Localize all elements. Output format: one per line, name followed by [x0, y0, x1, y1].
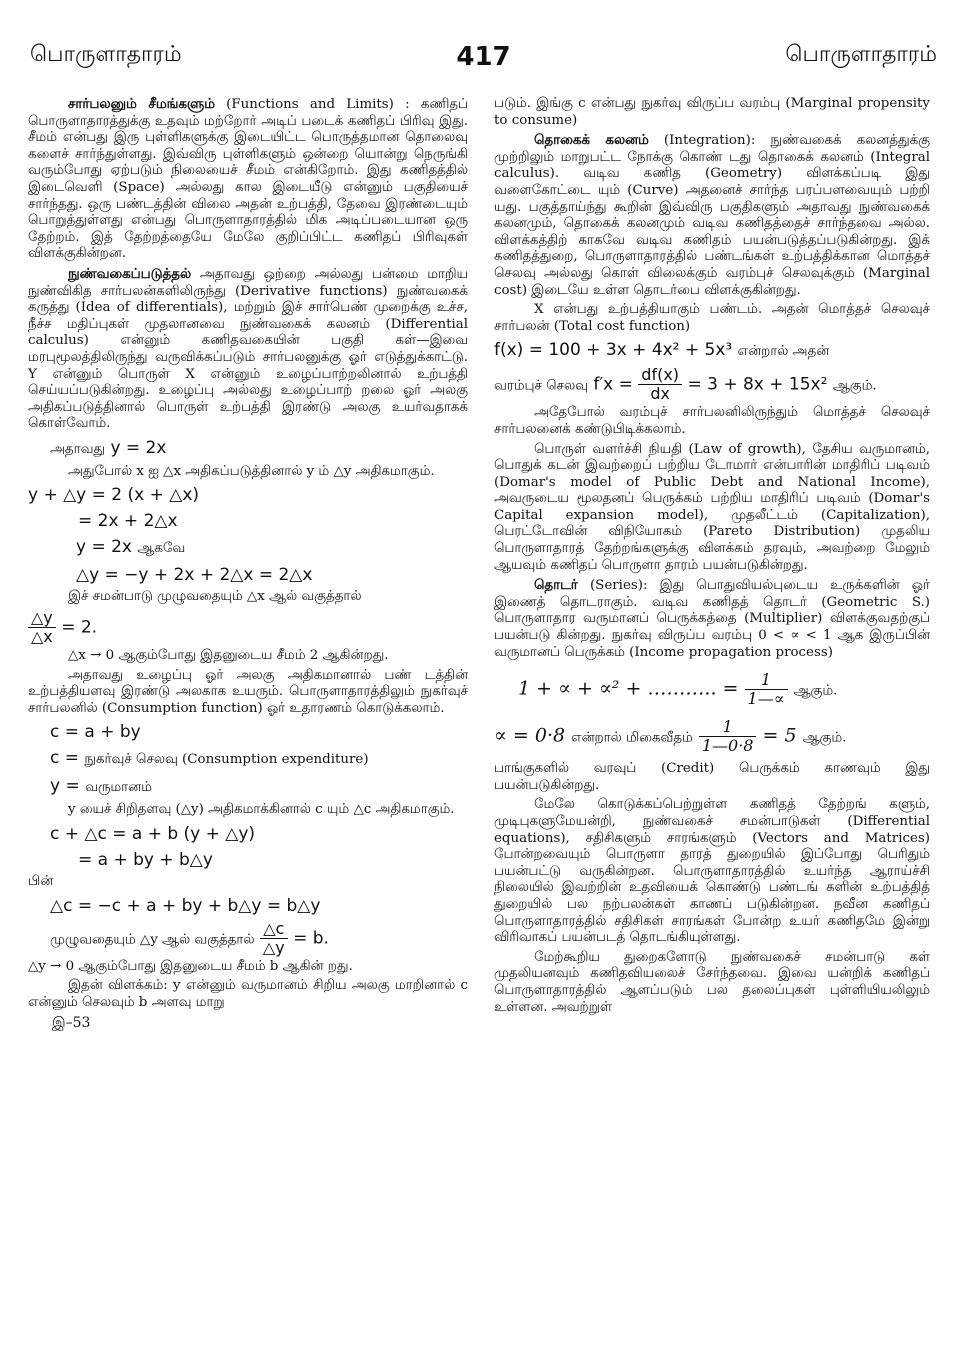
equation-word: என்றால் அதன் [737, 344, 830, 360]
equation-multiplier [494, 718, 930, 755]
section-heading-integration: தொகைக் கலனம் [534, 132, 649, 149]
fraction-denominator: dx [650, 384, 670, 404]
paragraph-continued: படும். இங்கு c என்பது நுகர்வு விருப்ப வரம்பு (Marginal propensity to consume) [494, 96, 930, 128]
paragraph-increment: அதுபோல் x ஐ △x அதிகப்படுத்தினால் y ம் △y அதிகமாகும். [68, 463, 435, 479]
paragraph-limit-2: △x → 0 ஆகும்போது இதனுடைய சீமம் 2 ஆகின்றது. [68, 648, 389, 664]
fraction-numerator: △c [260, 920, 288, 939]
equation-5: △y = −y + 2x + 2△x = 2△x [76, 565, 313, 586]
fraction-numerator: df(x) [638, 366, 682, 385]
fraction-numerator: △y [28, 609, 56, 628]
fraction-dy-dx [28, 609, 468, 646]
fraction [28, 609, 56, 646]
section-heading-differentiation: நுண்வகைப்படுத்தல் [68, 265, 192, 282]
fraction-denominator: 1—0·8 [701, 736, 754, 756]
equation-text: = 3 + 8x + 15x² [687, 374, 828, 395]
paragraph-advanced-math: மேலே கொடுக்கப்பெற்றுள்ள கணிதத் தேற்றங் களும், முடிபுகளுமேயன்றி, நுண்வகைச் சமன்பாடுகள் (Differential equations), சதிசிகளும் சாரங்களும் (Vectors and Matrices) போன்றவையும் பொருளா தாரத் துறையில் இப்போது பெரிதும் பயன்பட்டு வருகின்றன. பொருளாதாரத்தில் உயர்ந்த ஆராய்ச்சி நிலையில் இவற்றின் உதவியைக் கொண்டு பண்டங் களின் உற்பத்தித் துறையில் பல நற்பலன்கள் காணப் படுகின்றன. நவீன கணிதப் பொருளாதாரத்தில் சதிசிகள் சாரங்கள் போன்ற உயர் கணிதமே இன்று விரிவாகப் பயன்படத் தொடங்கியுள்ளது. [494, 797, 930, 946]
paragraph-text: (Series): இது பொதுவியல்புடைய உருக்களின் ஓர் இணைத் தொடராகும். வடிவ கணிதத் தொடர் (Geometric S.) பொருளாதார வருமானப் பெருக்கத்தை (Multiplier) விளக்குவதற்குப் பயன்படு கின்றது. நுகர்வு விருப்ப வரம்பு 0 < ∝ < 1 ஆக இருப்பின் வருமானப் பெருக்கம் (Income propagation process) [494, 578, 930, 660]
section-heading-functions: சார்பலனும் சீமங்களும் [68, 96, 215, 112]
equation-marginal-cost [494, 366, 930, 403]
equation-text: = 5 [762, 724, 797, 747]
running-title-left: பொருளாதாரம் [30, 42, 182, 67]
equation-word: நுகர்வுச் செலவு (Consumption expenditure) [84, 752, 369, 768]
equation-cost-function [494, 338, 930, 364]
equation-9: c + △c = a + b (y + △y) [50, 824, 256, 845]
equation-geometric-series [518, 671, 930, 708]
equation-c-a-by: c = a + by [50, 722, 141, 743]
equation-4 [28, 535, 468, 561]
paragraph-limit-b: △y → 0 ஆகும்போது இதனுடைய சீமம் b ஆகின் றது. [28, 958, 353, 974]
paragraph-then: பின் [28, 874, 54, 890]
fraction-denominator: △x [31, 627, 53, 647]
equation-text: f(x) = 100 + 3x + 4x² + 5x³ [494, 340, 733, 361]
equation-text: y = 2x [110, 437, 167, 458]
right-column [494, 96, 930, 1019]
equation-y-2x [28, 436, 468, 462]
equation-word: என்றால் மிகைவீதம் [571, 730, 693, 746]
paragraph-explanation: இதன் விளக்கம்: y என்னும் வருமானம் சிறிய அலகு மாறினால் c என்னும் செலவும் b அளவு மாறு [28, 978, 468, 1010]
paragraph-text: (Integration): நுண்வகைக் கலனத்துக்கு முற்றிலும் மாறுபட்ட நோக்கு கொண் டது தொகைக் கலனம் (Integral calculus). வடிவ கணித (Geometry) விளக்கப்படி இது வளைகோட்டை யும் (Curve) அதனைச் சார்ந்த பரப்பளவையும் பற்றி யது. பகுத்தாய்ந்து கூறின் இவ்விரு பகுதிகளும் அதாவது நுண்வகைக் கலனமும், தொகைக் கலனமும் வடிவ கணிதத்தைச் சார்ந்தவை அல்ல. விளக்கத்திற் காகவே வடிவ கணிதம் பயன்படுத்தப்படுகின்றது. இக் கணிதத்துறை, பொருளாதாரத்தில் பண்டங்கள் உற்பத்திக்கான மொத்தச் செலவு அல்லது கொள் விலைக்கும் வரம்புச் செலவுக்கும் (Marginal cost) இடையே உள்ள தொடர்பை விளக்குகின்றது. [494, 133, 931, 298]
paragraph-differentiation [28, 266, 468, 433]
fraction-numerator: 1 [745, 671, 788, 690]
running-title-right: பொருளாதாரம் [785, 42, 937, 67]
equation-11: △c = −c + a + by + b△y = b△y [50, 895, 321, 916]
definition-c [28, 746, 468, 772]
equation-word: வரம்புச் செலவு [494, 378, 588, 394]
paragraph-increase-y: y யைச் சிறிதளவு (△y) அதிகமாக்கினால் c யும் △c அதிகமாகும். [68, 802, 455, 818]
equation-word: முழுவதையும் △y ஆல் வகுத்தால் [50, 932, 255, 948]
section-heading-series: தொடர் [534, 577, 578, 594]
paragraph-total-cost: X என்பது உற்பத்தியாகும் பண்டம். அதன் மொத்தச் செலவுச் சார்பலன் (Total cost function) [494, 302, 930, 334]
definition-y [28, 774, 468, 800]
fraction [745, 671, 788, 708]
equation-text: 1 + ∝ + ∝² + ……….. = [518, 677, 739, 700]
paragraph-functions-limits [28, 96, 468, 263]
paragraph-series [494, 577, 930, 661]
page-number: 417 [456, 42, 511, 72]
paragraph-text: அதாவது ஒற்றை அல்லது பன்மை மாறிய நுண்விகித சார்பலன்களிலிருந்து (Derivative functions) நுண்வகைக் கருத்து (Idea of differentials), மற்றும் இச் சார்பெண் முறைக்கு உச்ச, நீச்ச மதிப்புகள் முதலானவை நுண்வகைக் கலனம் (Differential calculus) என்னும் கணிதவகையின் பகுதி கள்—இவை மரபுமூலத்திலிருந்து வருவிக்கப்படும் சார்பலனுக்கு ஓர் எடுத்துக்காட்டு. Y என்னும் பொருள் X என்னும் உழைப்பாற்றலினால் உற்பத்தி செய்யப்படுகின்றது. உழைப்பு அல்லது உழைப்பாற் றலை ஓர் அலகு அதிகப்படுத்தினால் பொருள் உற்பத்தி இரண்டு அலகு உயர்வதாகக் கொள்வோம். [28, 266, 468, 432]
equation-word: ஆகும். [802, 730, 847, 746]
equation-text: y = 2x [76, 537, 132, 558]
equation-3: = 2x + 2△x [78, 511, 178, 532]
equation-2: y + △y = 2 (x + △x) [28, 485, 200, 506]
equation-word: ஆகவே [137, 541, 186, 557]
paragraph-text: (Functions and Limits) : கணிதப் பொருளாதாரத்துக்கு உதவும் மற்றோர் அடிப் படைக் கணிதப் பிரிவு இது. சீமம் என்பது இரு புள்ளிகளுக்கு இடையிட்ட பொருத்தமான தொலைவு களைச் சார்ந்துள்ளது. இவ்விரு புள்ளிகளும் ஒன்றை யொன்று நெருங்கி வரும்போது ஏற்படும் நிலையைச் சீமம் என்கிறோம். இது கணிதத்தில் இடைவெளி (Space) அல்லது கால இடையீடு என்னும் பகுதியைச் சார்ந்தது. ஒரு பண்டத்தின் விலை அதன் உற்பத்தி, தேவை இரண்டையும் பொறுத்துள்ளது என்பது பொருளாதாரத்தில் மிக அடிப்படையான ஒரு தேற்றம். இத் தேற்றத்தையே மேலே குறிப்பிட்ட கணிதப் பிரிவுகள் விளக்குகின்றன. [28, 97, 468, 262]
equation-text: = b. [293, 928, 329, 949]
equation-text: f′x = [593, 374, 633, 395]
signature-mark: இ–53 [52, 1015, 91, 1032]
fraction-denominator: △y [262, 937, 285, 957]
paragraph-reverse: அதேபோல் வரம்புச் சார்பலனிலிருந்தும் மொத்தச் செலவுச் சார்பலனைக் கண்டுபிடிக்கலாம். [494, 405, 930, 437]
equation-symbol: c = [50, 748, 79, 769]
fraction [260, 920, 288, 957]
fraction [638, 366, 682, 403]
page-header [30, 42, 937, 82]
equation-text: ∝ = 0·8 [494, 724, 566, 747]
equation-symbol: y = [50, 776, 80, 797]
paragraph-consumption: அதாவது உழைப்பு ஓர் அலகு அதிகமானால் பண் டத்தின் உற்பத்தியளவு இரண்டு அலகாக உயரும். பொருளாதாரத்திலும் நுகர்வுச் சார்பலனில் (Consumption function) ஓர் உதாரணம் கொடுக்கலாம். [28, 667, 468, 716]
equation-word: வருமானம் [85, 780, 152, 796]
equation-text: = 2. [61, 617, 98, 638]
fraction-dc-dy [28, 920, 468, 957]
fraction [699, 718, 757, 755]
equation-word: ஆகும். [793, 683, 838, 699]
paragraph-divide: இச் சமன்பாடு முழுவதையும் △x ஆல் வகுத்தால் [68, 589, 362, 605]
paragraph-applications: பொருள் வளர்ச்சி நியதி (Law of growth), தேசிய வருமானம், பொதுக் கடன் இவற்றைப் பற்றிய டோமார் என்பாரின் மாதிரிப் படிவம் (Domar's model of Public Debt and National Income), அவருடைய மூலதனப் பெருக்கம் பற்றிய மாதிரிப் படிவம் (Domar's Capital expansion model), முதலீட்டம் (Capitalization), பெரட்டோவின் விநியோகம் (Pareto Distribution) முதலிய பொருளாதாரத் தேற்றங்களுக்கு விளக்கம் தரவும், அவற்றை மேலும் ஆயவும் கணிதப் பொருளா தாரம் பயன்படுகின்றது. [494, 441, 930, 573]
fraction-numerator: 1 [699, 718, 757, 737]
fraction-denominator: 1—∝ [747, 689, 785, 709]
equation-word: அதாவது [50, 441, 106, 457]
equation-10: = a + by + b△y [78, 850, 213, 871]
paragraph-credit: பாங்குகளில் வரவுப் (Credit) பெருக்கம் காணவும் இது பயன்படுகின்றது. [494, 761, 930, 793]
left-column [28, 96, 468, 1032]
paragraph-statistics: மேற்கூறிய துறைகளோடு நுண்வகைச் சமன்பாடு கள் முதலியனவும் கணிதவியலைச் சேர்ந்தவை. இவை யன்றிக் கணிதப் பொருளாதாரத்தில் ஆளப்படும் பல தலைப்புகள் புள்ளியியலிலும் உள்ளன. அவற்றுள் [494, 949, 930, 1015]
paragraph-integration [494, 132, 930, 299]
equation-word: ஆகும். [832, 378, 877, 394]
